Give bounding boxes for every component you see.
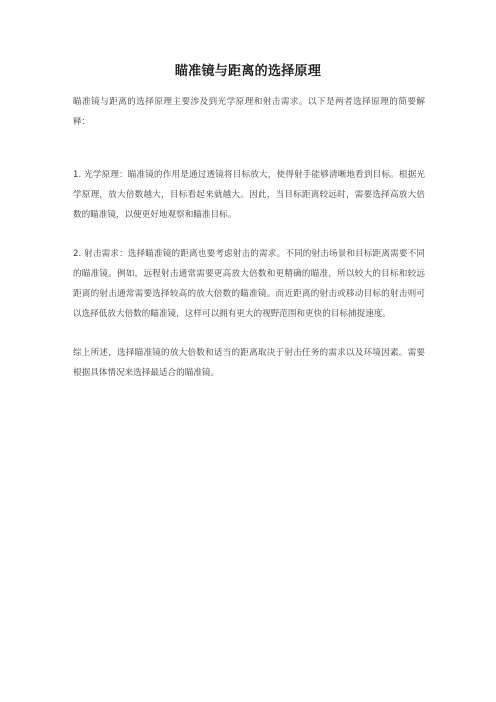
shooting-needs-paragraph: 2. 射击需求：选择瞄准镜的距离也要考虑射击的需求。不同的射击场景和目标距离需要不同的瞄准镜。例如，远程射击通常需要更高放大倍数和更精确的瞄准，所以较大的目标和较远距离的射击通常需要选择较高的放大倍数的瞄准镜。而近距离的射击或移动目标的射击则可以选择低放大倍数的瞄准镜，这样可以拥有更大的视野范围和更快的目标捕捉速度。 <box>73 249 425 319</box>
intro-paragraph: 瞄准镜与距离的选择原理主要涉及到光学原理和射击需求。以下是两者选择原理的简要解释： <box>73 97 425 127</box>
conclusion-paragraph: 综上所述，选择瞄准镜的放大倍数和适当的距离取决于射击任务的需求以及环境因素。需要根据具体情况来选择最适合的瞄准镜。 <box>73 348 425 378</box>
document-title: 瞄准镜与距离的选择原理 <box>174 64 322 79</box>
optics-paragraph: 1. 光学原理：瞄准镜的作用是通过透镜将目标放大，使得射手能够清晰地看到目标。根据光学原理，放大倍数越大，目标看起来就越大。因此，当目标距离较远时，需要选择高放大倍数的瞄准镜，以便更好地观察和瞄准目标。 <box>73 170 425 220</box>
